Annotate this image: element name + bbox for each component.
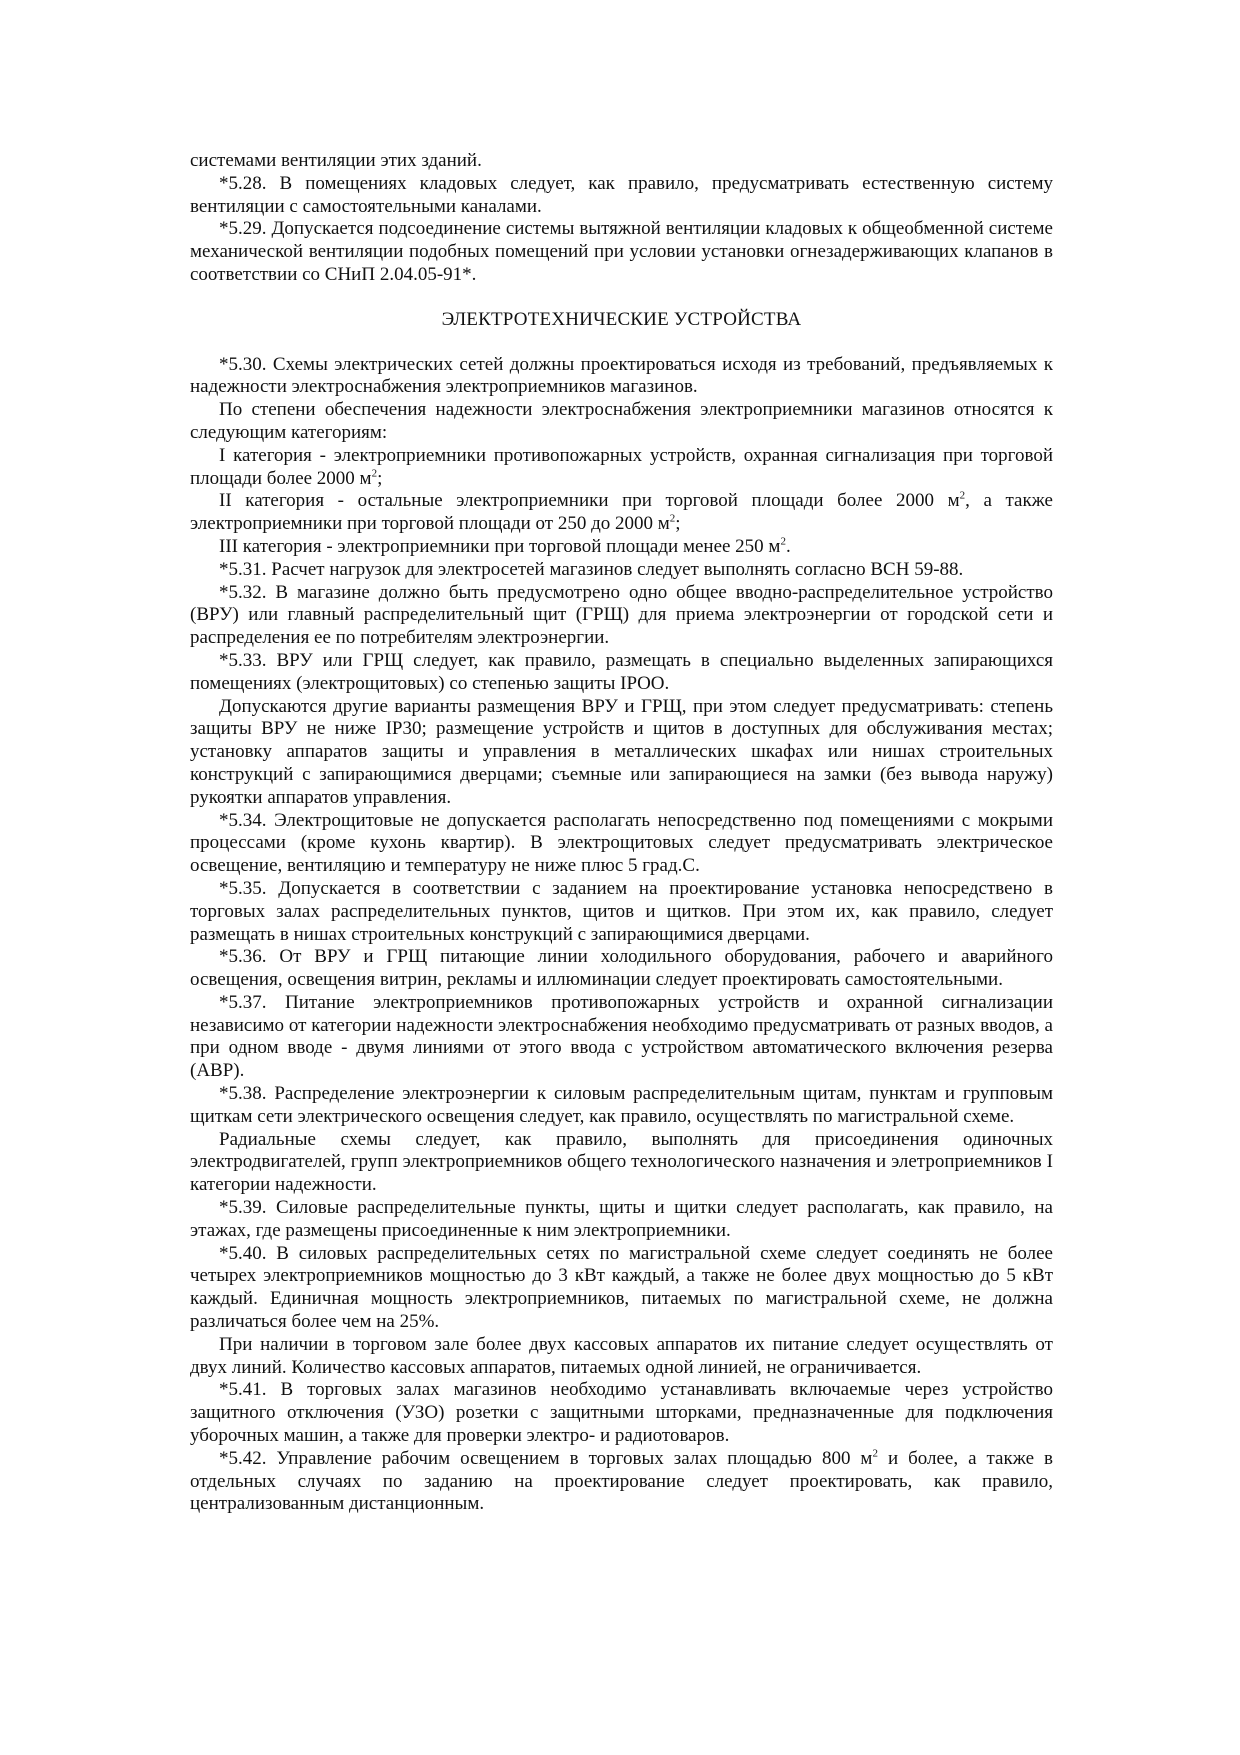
document-page bbox=[190, 150, 1053, 1516]
category-1-sup: 2 bbox=[371, 467, 378, 480]
paragraph-5-42-text-a: *5.42. Управление рабочим освещением в торговых залах площадью 800 м bbox=[219, 1447, 873, 1469]
paragraph-continuation: системами вентиляции этих зданий. bbox=[190, 150, 482, 171]
paragraph-categories-intro: По степени обеспечения надежности электроснабжения электроприемники магазинов относятся к следующим категориям: bbox=[190, 399, 1053, 443]
category-3-tail: . bbox=[785, 535, 791, 557]
paragraph-5-34: *5.34. Электрощитовые не допускается располагать непосредственно под помещениями с мокрыми процессами (кроме кухонь квартир). В электрощитовых следует предусматривать электрическое освещение, вентиляцию и температуру не ниже плюс 5 град.С. bbox=[190, 809, 1053, 877]
category-1-tail: ; bbox=[377, 467, 383, 489]
paragraph-category-2 bbox=[190, 490, 1053, 536]
paragraph-5-41: *5.41. В торговых залах магазинов необходимо устанавливать включаемые через устройство защитного отключения (УЗО) розетки с защитными шторками, предназначенные для подключения уборочных машин, а также для проверки электро- и радиотоваров. bbox=[190, 1379, 1053, 1447]
paragraph-5-29: *5.29. Допускается подсоединение системы вытяжной вентиляции кладовых к общеобменной системе механической вентиляции подобных помещений при условии установки огнезадерживающих клапанов в соответствии со СНиП 2.04.05-91*. bbox=[190, 218, 1053, 285]
paragraph-5-32: *5.32. В магазине должно быть предусмотрено одно общее вводно-распределительное устройство (ВРУ) или главный распределительный щит (ГРЩ) для приема электроэнергии от городской сети и распределения ее по потребителям электроэнергии. bbox=[190, 581, 1053, 649]
paragraph-5-40: *5.40. В силовых распределительных сетях по магистральной схеме следует соединять не более четырех электроприемников мощностью до 3 кВт каждый, а также не более двух мощностью до 5 кВт каждый. Единичная мощность электроприемников, питаемых по магистральной схеме, не должна различаться более чем на 25%. bbox=[190, 1242, 1053, 1333]
paragraph-5-37: *5.37. Питание электроприемников противопожарных устройств и охранной сигнализации независимо от категории надежности электроснабжения необходимо предусматривать от разных вводов, а при одном вводе - двумя линиями от этого ввода с устройством автоматического включения резерва (АВР). bbox=[190, 991, 1053, 1082]
section-heading: ЭЛЕКТРОТЕХНИЧЕСКИЕ УСТРОЙСТВА bbox=[441, 308, 802, 330]
category-2-sup-b: 2 bbox=[669, 512, 676, 525]
paragraph-5-42 bbox=[190, 1448, 1053, 1516]
category-2-sup-a: 2 bbox=[959, 490, 966, 503]
paragraph-5-30: *5.30. Схемы электрических сетей должны проектироваться исходя из требований, предъявляемых к надежности электроснабжения электроприемников магазинов. bbox=[190, 353, 1053, 398]
paragraph-5-39: *5.39. Силовые распределительные пункты, щиты и щитки следует располагать, как правило, на этажах, где размещены присоединенные к ним электроприемники. bbox=[190, 1197, 1053, 1241]
paragraph-5-38-radial: Радиальные схемы следует, как правило, выполнять для присоединения одиночных электродвигателей, групп электроприемников общего технологического назначения и элетроприемников I категории надежности. bbox=[190, 1128, 1053, 1196]
paragraph-5-28: *5.28. В помещениях кладовых следует, как правило, предусматривать естественную систему вентиляции с самостоятельными каналами. bbox=[190, 172, 1053, 217]
paragraph-5-40-cash: При наличии в торговом зале более двух кассовых аппаратов их питание следует осуществлять от двух линий. Количество кассовых аппаратов, питаемых одной линией, не ограничивается. bbox=[190, 1333, 1053, 1378]
category-1-text: I категория - электроприемники противопожарных устройств, охранная сигнализация при торговой площади более 2000 м bbox=[190, 444, 1053, 489]
paragraph-5-42-sup: 2 bbox=[872, 1447, 878, 1460]
paragraph-5-33-alternatives: Допускаются другие варианты размещения ВРУ и ГРЩ, при этом следует предусматривать: степень защиты ВРУ не ниже IP30; размещение устройств и щитов в доступных для обслуживания местах; установку аппаратов защиты и управления в металлических шкафах или нишах строительных конструкций с запирающимися дверцами; съемные или запирающиеся на замки (без вывода наружу) рукоятки аппаратов управления. bbox=[190, 695, 1053, 808]
category-2-tail: ; bbox=[675, 513, 681, 535]
category-3-text: III категория - электроприемники при торговой площади менее 250 м bbox=[219, 535, 781, 557]
paragraph-5-42-text-b: и более, а также в отдельных случаях по заданию на проектирование следует проектировать, как правило, централизованным дистанционным. bbox=[190, 1447, 1053, 1515]
paragraph-5-33: *5.33. ВРУ или ГРЩ следует, как правило, размещать в специально выделенных запирающихся помещениях (электрощитовых) со степенью защиты IPОО. bbox=[190, 649, 1053, 694]
paragraph-5-36: *5.36. От ВРУ и ГРЩ питающие линии холодильного оборудования, рабочего и аварийного освещения, освещения витрин, рекламы и иллюминации следует проектировать самостоятельными. bbox=[190, 946, 1053, 991]
category-3-sup: 2 bbox=[780, 535, 786, 548]
category-2-text-a: II категория - остальные электроприемники при торговой площади более 2000 м bbox=[219, 490, 960, 512]
paragraph-5-38: *5.38. Распределение электроэнергии к силовым распределительным щитам, пунктам и групповым щиткам сети электрического освещения следует, как правило, осуществлять по магистральной схеме. bbox=[190, 1083, 1053, 1127]
paragraph-category-1 bbox=[190, 445, 1053, 491]
paragraph-category-3 bbox=[190, 536, 1053, 559]
paragraph-5-35: *5.35. Допускается в соответствии с заданием на проектирование установка непосредствено в торговых залах распределительных пунктов, щитов и щитков. При этом их, как правило, следует размещать в нишах строительных конструкций с запирающимися дверцами. bbox=[190, 877, 1053, 945]
category-2-text-b: , а также электроприемники при торговой площади от 250 до 2000 м bbox=[190, 490, 1053, 535]
paragraph-5-31: *5.31. Расчет нагрузок для электросетей магазинов следует выполнять согласно ВСН 59-88. bbox=[219, 558, 964, 580]
